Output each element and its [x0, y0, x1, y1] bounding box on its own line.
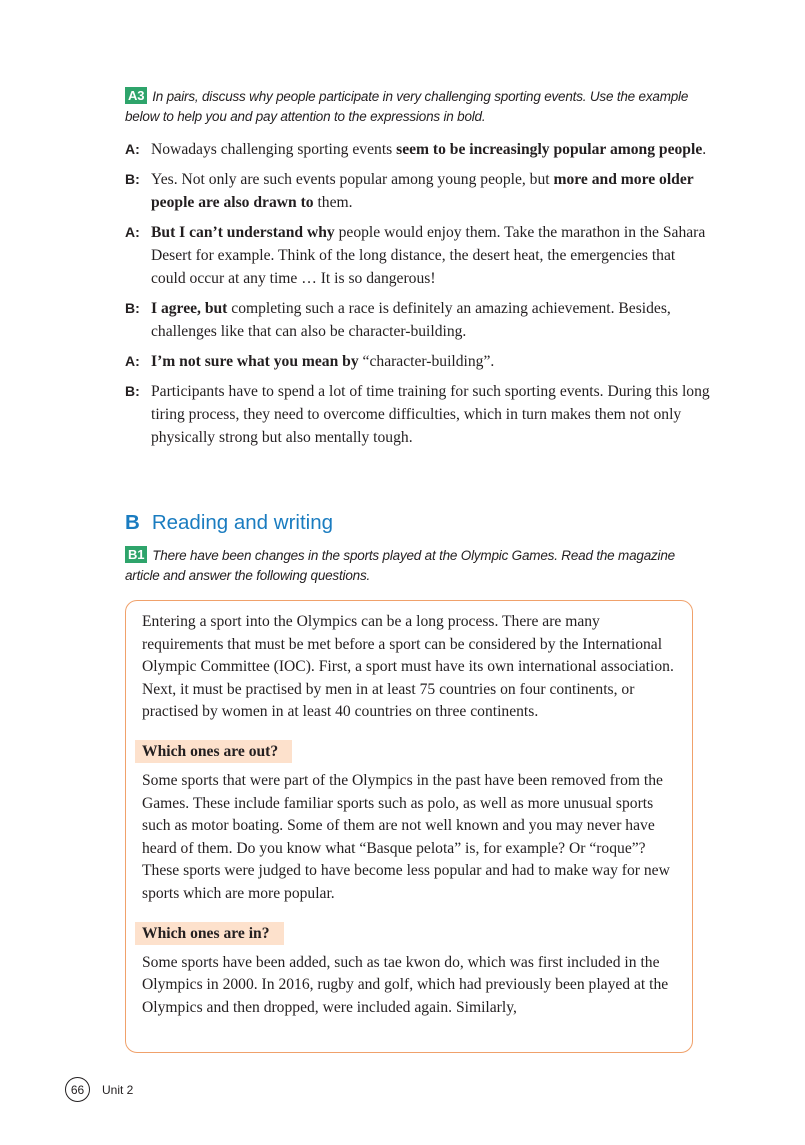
page-footer: [65, 1077, 133, 1102]
speaker-label: A:: [125, 353, 140, 369]
dialogue-turn: [125, 297, 710, 343]
dialogue-turn: [125, 221, 710, 290]
bold-expression: more and more older people are also drawn to: [151, 171, 694, 211]
article-out-paragraph: Some sports that were part of the Olympics in the past have been removed from the Games. These include familiar sports such as polo, as well as more unusual sports such as motor boating. Some of them are not well known and you may never have heard of them. Do you know what “Basque pelota” is, for example? Or “roque”? These sports were judged to have become less popular and had to make way for new sports which are more popular.: [142, 771, 670, 902]
bold-expression: seem to be increasingly popular among people: [396, 141, 703, 158]
dialogue-turn: [125, 350, 710, 373]
dialogue-text: completing such a race is definitely an amazing achievement. Besides, challenges like that can also be character-building.: [151, 300, 671, 340]
article-in-paragraph: Some sports have been added, such as tae kwon do, which was first included in the Olympics in 2000. In 2016, rugby and golf, which had previously been played at the Olympics and then dropped, were included again. Similarly,: [142, 953, 669, 1016]
a3-tag: A3: [125, 87, 147, 104]
b1-instruction-text: There have been changes in the sports played at the Olympic Games. Read the magazine article and answer the following questions.: [125, 548, 675, 583]
dialogue-turn: [125, 380, 710, 449]
magazine-article: [125, 600, 693, 1053]
dialogue-line: [151, 138, 710, 161]
speaker-label: A:: [125, 224, 140, 240]
page-number: 66: [65, 1077, 90, 1102]
article-intro-paragraph: Entering a sport into the Olympics can be a long process. There are many requirements that must be met before a sport can be considered by the International Olympic Committee (IOC). First, a sport must have its own international association. Next, it must be practised by men in at least 75 countries on four continents, or practised by women in at least 40 countries on three continents.: [142, 613, 674, 721]
dialogue-text: people would enjoy them. Take the marathon in the Sahara Desert for example. Think of the long distance, the desert heat, the emergencies that could occur at any time … It is so dangerous!: [151, 224, 706, 287]
dialogue-line: [151, 168, 710, 214]
dialogue-text: “character-building”.: [358, 353, 495, 370]
speaker-label: A:: [125, 141, 140, 157]
example-dialogue: [125, 138, 710, 456]
b1-tag: B1: [125, 546, 147, 563]
dialogue-text: .: [702, 141, 707, 158]
speaker-label: B:: [125, 171, 140, 187]
bold-expression: But I can’t understand why: [151, 224, 335, 241]
subheading-in: Which ones are in?: [135, 922, 284, 945]
dialogue-text: them.: [313, 194, 353, 211]
dialogue-line: [151, 380, 710, 449]
dialogue-line: [151, 350, 710, 373]
dialogue-line: [151, 221, 710, 290]
bold-expression: I’m not sure what you mean by: [151, 353, 359, 370]
section-letter: B: [125, 511, 140, 534]
dialogue-turn: [125, 168, 710, 214]
dialogue-text: Participants have to spend a lot of time training for such sporting events. During this long tiring process, they need to overcome difficulties, which in turn makes them not only physically strong but also mentally tough.: [151, 383, 710, 446]
b1-instruction: [125, 546, 705, 586]
section-title-text: Reading and writing: [151, 511, 334, 534]
section-heading: [125, 509, 333, 537]
a3-instruction: [125, 87, 705, 127]
subheading-out: Which ones are out?: [135, 740, 292, 763]
speaker-label: B:: [125, 383, 140, 399]
a3-instruction-text: In pairs, discuss why people participate in very challenging sporting events. Use the example below to help you and pay attention to the expressions in bold.: [125, 89, 689, 124]
bold-expression: I agree, but: [151, 300, 228, 317]
dialogue-text: Nowadays challenging sporting events: [151, 141, 397, 158]
dialogue-text: Yes. Not only are such events popular among young people, but: [151, 171, 554, 188]
unit-label: Unit 2: [102, 1082, 134, 1097]
speaker-label: B:: [125, 300, 140, 316]
dialogue-turn: [125, 138, 710, 161]
dialogue-line: [151, 297, 710, 343]
